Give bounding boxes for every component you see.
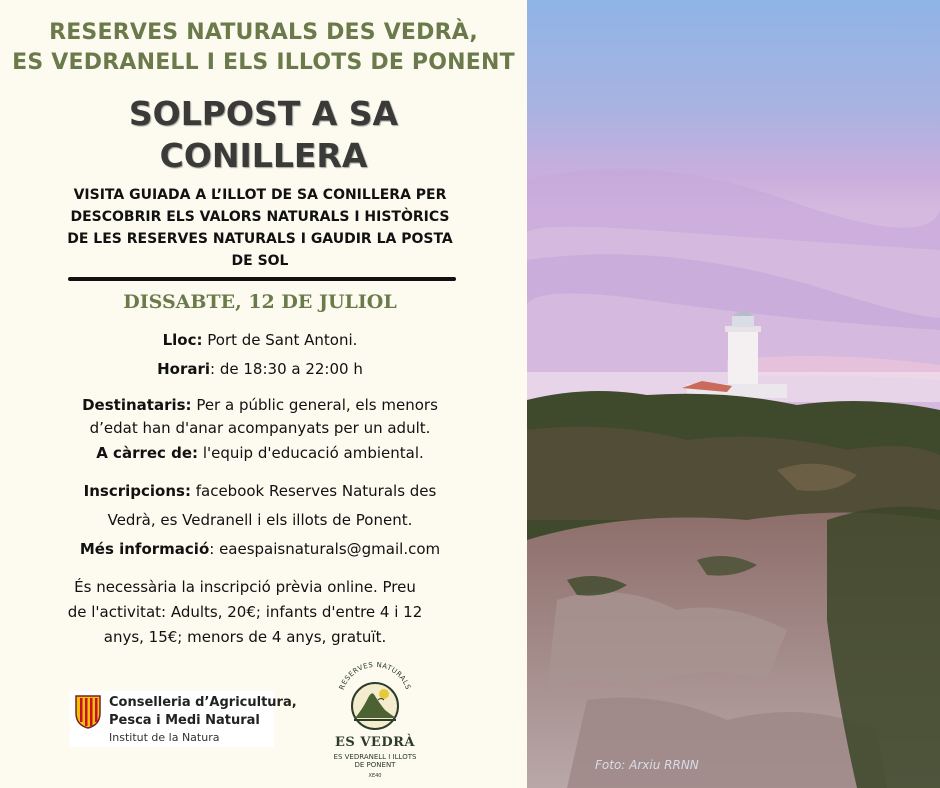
contact-line [40,535,480,564]
audience-line-2: d’edat han d'anar acompanyats per un adult. [89,419,431,437]
lighthouse-landscape-illustration [527,0,940,788]
audience-line-1 [40,394,480,417]
pricing-note [40,575,450,650]
event-description [60,184,460,272]
organization-name-line-2: ES VEDRANELL I ELS ILLOTS DE PONENT [12,50,515,75]
contact-label: Més informació [79,540,210,558]
organizer-label: A càrrec de: [96,444,199,462]
conselleria-logo [69,691,297,747]
registration-block [40,477,480,564]
es-vedra-subtitle-2: DE PONENT [354,761,396,769]
photo-credit: Foto: Arxiu RRNN [595,758,699,772]
divider-rule [68,277,456,281]
conselleria-name-line-2: Pesca i Medi Natural [109,713,260,728]
event-date: DISSABTE, 12 DE JULIOL [123,291,397,313]
reserves-naturals-logo [320,660,430,780]
registration-line-1 [40,477,480,506]
location-line [40,329,480,352]
pricing-note-line: anys, 15€; menors de 4 anys, gratuït. [103,628,387,646]
registration-value: facebook Reserves Naturals des [190,482,437,500]
emblem-arc-text: RESERVES NATURALS [337,660,413,691]
audience-block [40,394,480,465]
institute-name: Institut de la Natura [109,731,220,744]
es-vedra-subtitle-1: ES VEDRANELL I ILLOTS [333,753,417,761]
conselleria-name-line-1: Conselleria d’Agricultura, [109,695,297,710]
schedule-label: Horari [157,360,211,378]
event-description-line: DE SOL [231,253,289,269]
lighthouse-sunset-photo [527,0,940,788]
organizer-value: l'equip d'educació ambiental. [198,444,424,462]
balearic-shield-icon [75,695,101,729]
pricing-note-line: de l'activitat: Adults, 20€; infants d'entre 4 i 12 [67,603,423,621]
location-label: Lloc: [162,331,203,349]
organizer-line [40,442,480,465]
es-vedra-wordmark: ES VEDRÀ [335,735,415,750]
audience-label: Destinataris: [82,396,192,414]
registration-label: Inscripcions: [83,482,191,500]
contact-email: : eaespaisnaturals@gmail.com [209,540,441,558]
location-value: Port de Sant Antoni. [202,331,358,349]
event-title-line-1: SOLPOST A SA [128,94,399,133]
event-description-line: DE LES RESERVES NATURALS I GAUDIR LA POSTA [67,231,453,247]
event-description-line: VISITA GUIADA A L’ILLOT DE SA CONILLERA PER [73,187,447,203]
es-vedra-emblem-icon [320,660,430,735]
es-vedra-code: XE40 [368,773,382,779]
organization-name-line-1: RESERVES NATURALS DES VEDRÀ, [49,20,478,45]
schedule-line [40,358,480,381]
registration-line-2: Vedrà, es Vedranell i els illots de Ponent. [107,511,413,529]
event-description-line: DESCOBRIR ELS VALORS NATURALS I HISTÒRICS [70,209,450,225]
schedule-value: : de 18:30 a 22:00 h [210,360,363,378]
audience-value: Per a públic general, els menors [191,396,438,414]
event-title-line-2: CONILLERA [159,136,368,175]
pricing-note-line: És necessària la inscripció prèvia online. Preu [74,578,416,596]
